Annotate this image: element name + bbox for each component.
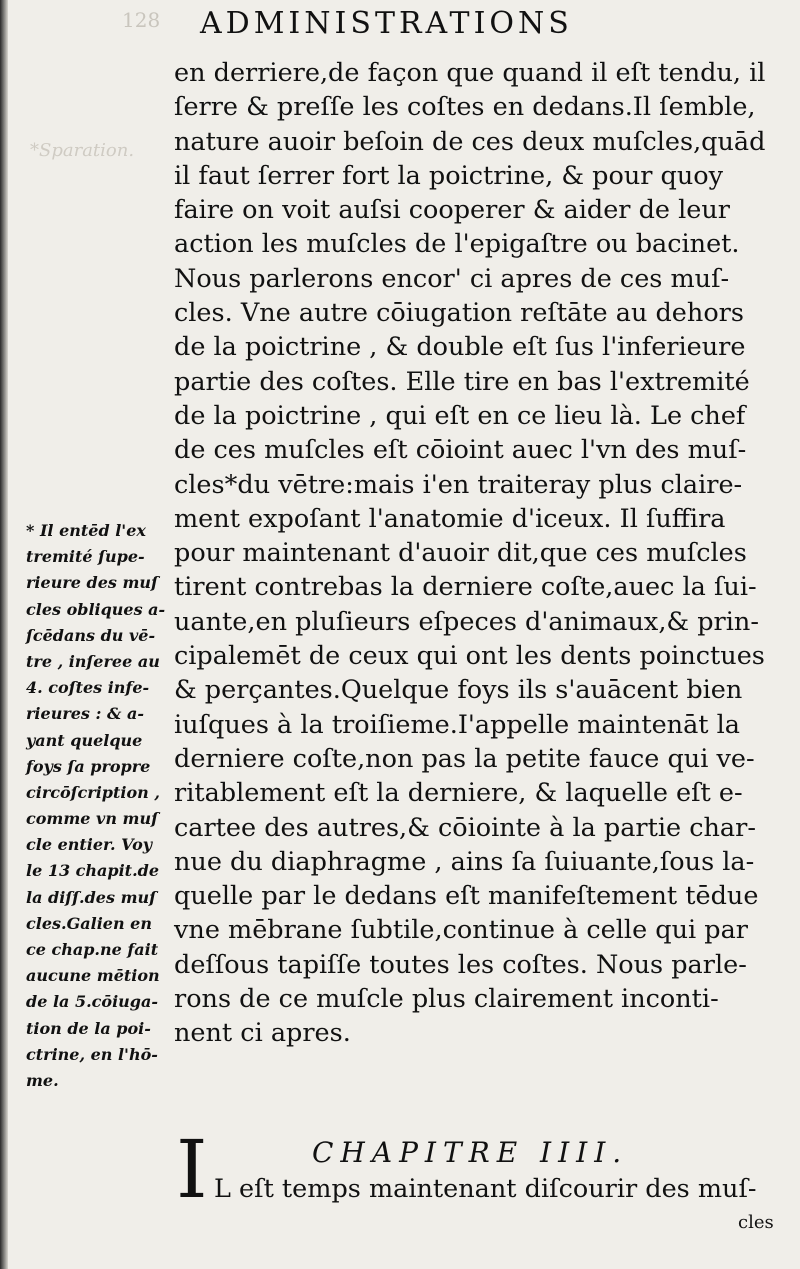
- text-line: ment expoſant l'anatomie d'iceux. Il ſuffira: [174, 503, 726, 534]
- text-line: de ces muſcles eſt cōioint auec l'vn des muſ-: [174, 435, 747, 466]
- text-line: partie des coſtes. Elle tire en bas l'extremité: [174, 366, 750, 397]
- text-line: Nous parlerons encor' ci apres de ces muſ-: [174, 263, 730, 294]
- margin-note-line: tion de la poi-: [26, 1018, 151, 1038]
- text-line: ritablement eſt la derniere, & laquelle eſt e-: [174, 778, 743, 809]
- text-line: nent ci apres.: [174, 1018, 351, 1049]
- text-line: action les muſcles de l'epigaſtre ou bacinet.: [174, 229, 740, 260]
- text-line: & perçantes.Quelque foys ils s'auācent bien: [174, 675, 743, 706]
- text-line: iuſques à la troiſieme.I'appelle maintenāt la: [174, 709, 740, 740]
- bleed-through-note: *Sparation.: [30, 140, 135, 161]
- margin-note-line: circōſcription ,: [26, 782, 160, 802]
- text-line: de la poictrine , qui eſt en ce lieu là. Le chef: [174, 400, 746, 431]
- chapter-heading: CHAPITRE IIII.: [312, 1136, 629, 1169]
- text-line: cartee des autres,& cōiointe à la partie char-: [174, 812, 756, 843]
- text-line: nature auoir beſoin de ces deux muſcles,quād: [174, 126, 766, 157]
- running-title: ADMINISTRATIONS: [200, 6, 573, 41]
- text-line: tirent contrebas la derniere coſte,auec la ſui-: [174, 572, 757, 603]
- margin-note-line: rieures : & a-: [26, 704, 145, 724]
- margin-note-line: ce chap.ne fait: [26, 940, 159, 959]
- text-line: en derriere,de façon que quand il eſt tendu, il: [174, 58, 766, 88]
- chapter-text-block: [214, 1172, 784, 1206]
- text-line: derniere coſte,non pas la petite fauce qui ve-: [174, 743, 755, 774]
- drop-initial: I: [176, 1123, 208, 1216]
- margin-note-line: aucune mētion: [26, 966, 160, 986]
- text-line: cles*du vētre:mais i'en traiteray plus claire-: [174, 469, 743, 500]
- text-line: ſerre & preſſe les coſtes en dedans.Il ſemble,: [174, 92, 756, 123]
- text-line: quelle par le dedans eſt manifeſtement tēdue: [174, 881, 759, 912]
- margin-note-line: la diſſ.des muſ: [26, 887, 157, 907]
- margin-note-line: foys ſa propre: [26, 756, 151, 776]
- margin-note-line: comme vn muſ: [26, 809, 158, 829]
- margin-note-line: yant quelque: [26, 730, 143, 750]
- text-line: pour maintenant d'auoir dit,que ces muſcles: [174, 538, 747, 569]
- chapter-text-line: L eſt temps maintenant diſcourir des muſ-: [214, 1174, 757, 1204]
- text-line: rons de ce muſcle plus clairement inconti-: [174, 984, 719, 1015]
- margin-note-line: tremité ſupe-: [26, 547, 145, 567]
- margin-note-line: cle entier. Voy: [26, 835, 153, 855]
- text-line: faire on voit auſsi cooperer & aider de leur: [174, 195, 730, 226]
- margin-note-line: cles.Galien en: [26, 913, 152, 933]
- catchword: cles: [738, 1212, 774, 1233]
- margin-note-line: me.: [26, 1070, 59, 1090]
- binding-gutter: [0, 0, 8, 1269]
- page-number: 128: [122, 8, 161, 32]
- text-line: uante,en pluſieurs eſpeces d'animaux,& prin-: [174, 606, 759, 637]
- text-line: vne mēbrane ſubtile,continue à celle qui par: [174, 915, 748, 946]
- text-line: deſſous tapiſſe toutes les coſtes. Nous parle-: [174, 949, 747, 980]
- margin-note-line: cles obliques a-: [26, 599, 166, 619]
- margin-note-line: le 13 chapit.de: [26, 861, 159, 881]
- text-line: cipalemēt de ceux qui ont les dents poinctues: [174, 641, 765, 672]
- text-line: de la poictrine , & double eſt ſus l'inferieure: [174, 332, 746, 363]
- text-line: cles. Vne autre cōiugation reſtāte au dehors: [174, 298, 744, 329]
- margin-note-line: tre , inſeree au: [26, 651, 160, 671]
- margin-note-line: rieure des muſ: [26, 573, 158, 593]
- margin-note: [26, 518, 176, 1094]
- main-text-block: [174, 56, 774, 1051]
- margin-note-line: de la 5.cōiuga-: [26, 992, 158, 1012]
- text-line: il faut ſerrer fort la poictrine, & pour quoy: [174, 160, 724, 191]
- margin-note-line: ctrine, en l'hō-: [26, 1044, 158, 1064]
- margin-note-line: 4. coſtes infe-: [26, 678, 150, 698]
- text-line: nue du diaphragme , ains ſa ſuiuante,ſous la-: [174, 846, 755, 877]
- margin-note-line: ſcēdans du vē-: [26, 625, 156, 645]
- margin-note-line: * Il entēd l'ex: [26, 521, 146, 540]
